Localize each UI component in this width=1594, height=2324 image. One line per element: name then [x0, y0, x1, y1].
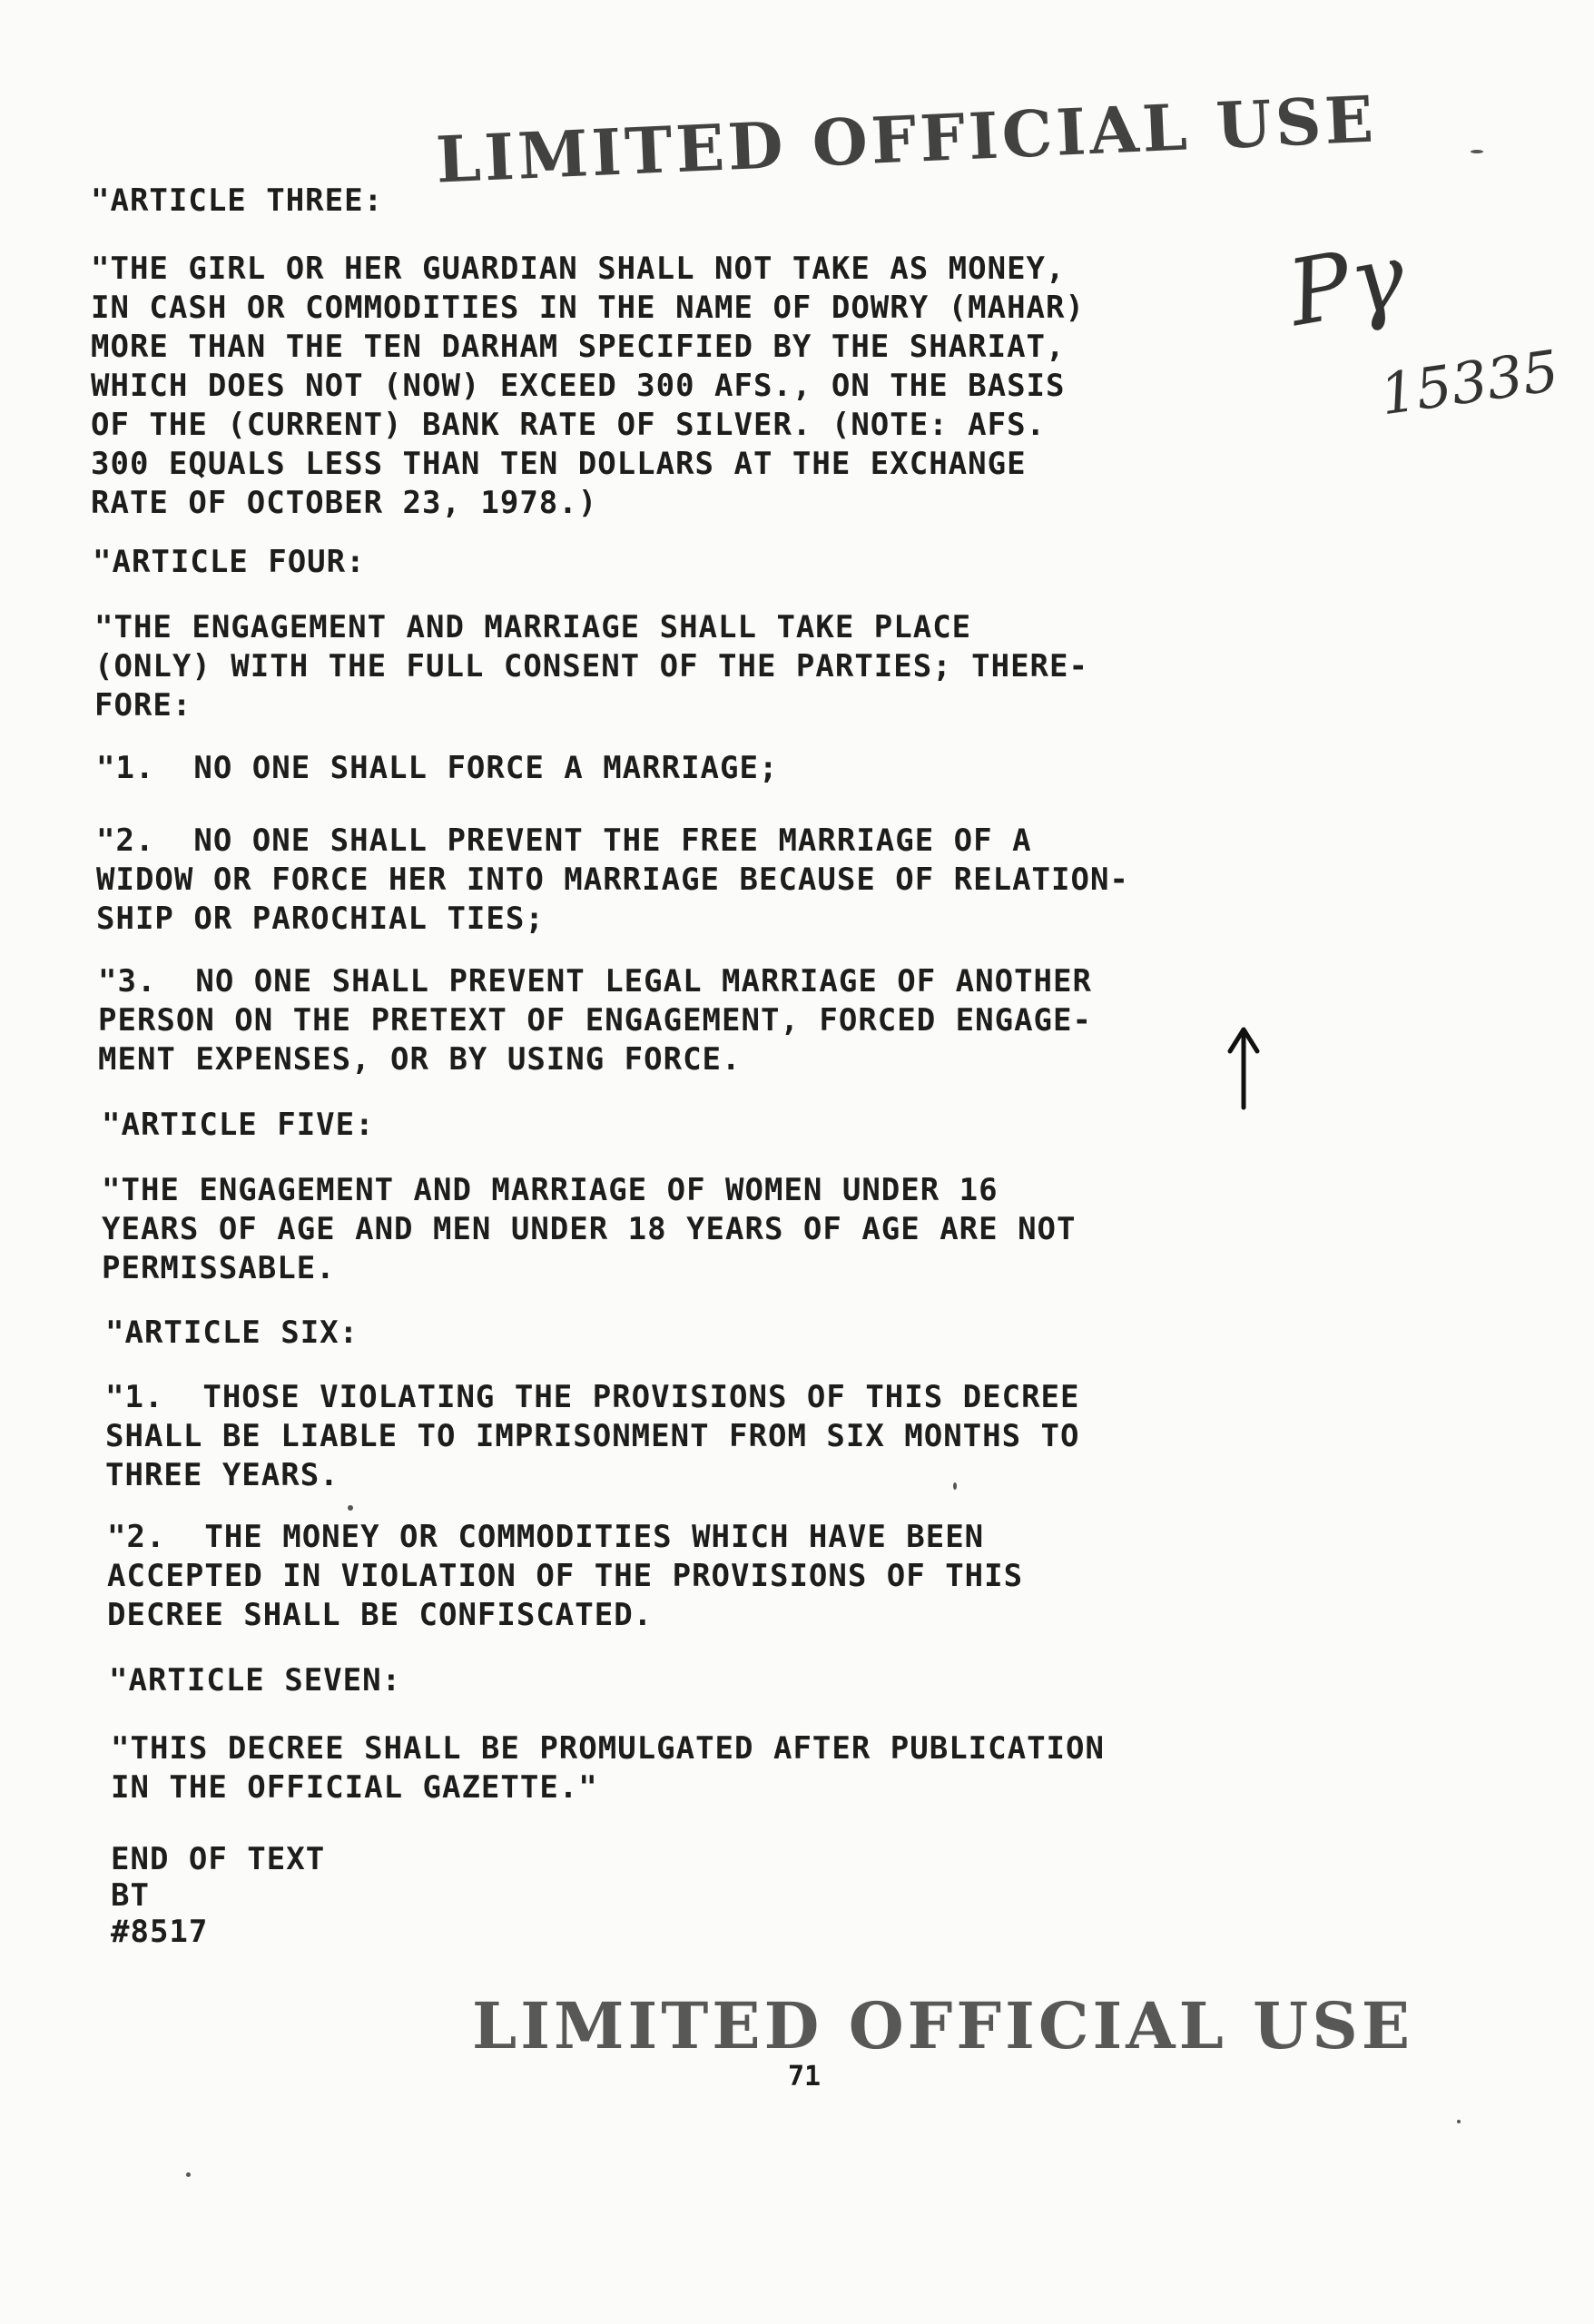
- article-seven-body: "THIS DECREE SHALL BE PROMULGATED AFTER PUBLICATION IN THE OFFICIAL GAZETTE.": [111, 1730, 1105, 1806]
- page-number: 71: [788, 2061, 822, 2093]
- article-three-body: "THE GIRL OR HER GUARDIAN SHALL NOT TAKE AS MONEY, IN CASH OR COMMODITIES IN THE NAME OF DOWRY (MAHAR) MORE THAN THE TEN DARHAM SPECIFIED BY THE SHARIAT, WHICH DOES NOT (NOW) EXCEED 300 AFS., ON THE BASIS OF THE (CURRENT) BANK RATE OF SILVER. (NOTE: AFS. 300 EQUALS LESS THAN TEN DOLLARS AT THE EXCHANGE RATE OF OCTOBER 23, 1978.): [91, 251, 1085, 521]
- article-six-clause-1: "1. THOSE VIOLATING THE PROVISIONS OF THIS DECREE SHALL BE LIABLE TO IMPRISONMENT FROM SIX MONTHS TO THREE YEARS.: [105, 1379, 1080, 1493]
- handwritten-initials: Pγ: [1280, 222, 1413, 348]
- article-five-heading: "ARTICLE FIVE:: [102, 1107, 375, 1143]
- article-six-clause-2: "2. THE MONEY OR COMMODITIES WHICH HAVE BEEN ACCEPTED IN VIOLATION OF THE PROVISIONS OF THIS DECREE SHALL BE CONFISCATED.: [107, 1519, 1024, 1633]
- article-four-clause-3: "3. NO ONE SHALL PREVENT LEGAL MARRIAGE OF ANOTHER PERSON ON THE PRETEXT OF ENGAGEMENT, FORCED ENGAGE- MENT EXPENSES, OR BY USING FORCE.: [98, 963, 1092, 1078]
- article-four-clause-2: "2. NO ONE SHALL PREVENT THE FREE MARRIAGE OF A WIDOW OR FORCE HER INTO MARRIAGE BECAUSE OF RELATION- SHIP OR PAROCHIAL TIES;: [96, 822, 1129, 937]
- classification-stamp-top: LIMITED OFFICIAL USE: [434, 81, 1379, 198]
- article-four-clause-1: "1. NO ONE SHALL FORCE A MARRIAGE;: [96, 750, 779, 786]
- scan-speck: [1457, 2120, 1461, 2123]
- end-of-text-block: END OF TEXT BT #8517: [111, 1841, 326, 1950]
- handwritten-arrow-icon: [1225, 1024, 1262, 1110]
- article-four-body: "THE ENGAGEMENT AND MARRIAGE SHALL TAKE PLACE (ONLY) WITH THE FULL CONSENT OF THE PARTIES; THERE- FORE:: [94, 609, 1088, 724]
- article-four-heading: "ARTICLE FOUR:: [93, 544, 366, 580]
- scan-speck: [953, 1482, 957, 1490]
- handwritten-number: 15335: [1375, 337, 1563, 428]
- article-five-body: "THE ENGAGEMENT AND MARRIAGE OF WOMEN UNDER 16 YEARS OF AGE AND MEN UNDER 18 YEARS OF AGE ARE NOT PERMISSABLE.: [102, 1172, 1077, 1286]
- article-three-heading: "ARTICLE THREE:: [91, 182, 384, 219]
- scan-speck: [186, 2172, 191, 2177]
- scan-speck: [1471, 150, 1483, 153]
- classification-stamp-bottom: LIMITED OFFICIAL USE: [472, 1988, 1414, 2063]
- article-seven-heading: "ARTICLE SEVEN:: [109, 1662, 402, 1699]
- scan-speck: [348, 1505, 353, 1511]
- article-six-heading: "ARTICLE SIX:: [105, 1315, 359, 1351]
